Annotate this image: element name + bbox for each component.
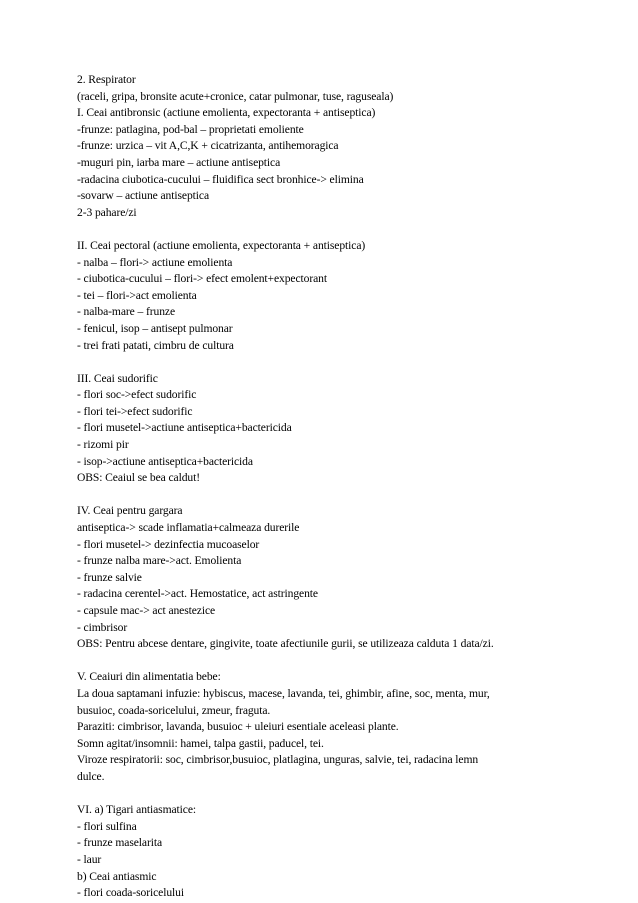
list-item: - flori coada-soricelului xyxy=(77,886,184,900)
section-ceai-pectoral xyxy=(77,238,597,354)
text-line: Somn agitat/insomnii: hamei, talpa gastii, paducel, tei. xyxy=(77,736,324,750)
section-heading: III. Ceai sudorific xyxy=(77,371,158,385)
list-item: -radacina ciubotica-cucului – fluidifica sect bronhice-> elimina xyxy=(77,172,364,186)
subsection-heading: I. Ceai antibronsic (actiune emolienta, expectoranta + antiseptica) xyxy=(77,106,376,120)
list-item: -frunze: urzica – vit A,C,K + cicatrizanta, antihemoragica xyxy=(77,139,339,153)
observation-note: OBS: Pentru abcese dentare, gingivite, toate afectiunile gurii, se utilizeaza calduta 1 data/zi. xyxy=(77,637,494,651)
section-heading: 2. Respirator xyxy=(77,73,136,86)
list-item: - flori sulfina xyxy=(77,819,137,833)
list-item: - flori musetel->actiune antiseptica+bactericida xyxy=(77,421,292,435)
section-ceai-gargara xyxy=(77,503,597,652)
text-line: dulce. xyxy=(77,769,105,783)
section-heading: V. Ceaiuri din alimentatia bebe: xyxy=(77,670,221,684)
list-item: - frunze salvie xyxy=(77,570,142,584)
list-item: -frunze: patlagina, pod-bal – proprietati emoliente xyxy=(77,122,304,136)
list-item: - ciubotica-cucului – flori-> efect emolent+expectorant xyxy=(77,272,327,286)
list-item: - radacina cerentel->act. Hemostatice, act astringente xyxy=(77,587,318,601)
paragraph-gap xyxy=(77,786,597,803)
section-ceaiuri-bebe xyxy=(77,669,597,785)
list-item: -sovarw – actiune antiseptica xyxy=(77,189,209,203)
list-item: - isop->actiune antiseptica+bactericida xyxy=(77,454,253,468)
section-antiasmatice xyxy=(77,802,597,902)
list-item: - flori soc->efect sudorific xyxy=(77,388,197,402)
paragraph-gap xyxy=(77,487,597,504)
section-ceai-sudorific xyxy=(77,371,597,487)
text-line: (raceli, gripa, bronsite acute+cronice, catar pulmonar, tuse, raguseala) xyxy=(77,89,394,103)
paragraph-gap xyxy=(77,221,597,238)
list-item: - nalba-mare – frunze xyxy=(77,305,175,319)
list-item: - cimbrisor xyxy=(77,620,128,634)
list-item: - trei frati patati, cimbru de cultura xyxy=(77,338,234,352)
text-line: La doua saptamani infuzie: hybiscus, macese, lavanda, tei, ghimbir, afine, soc, menta, mur, xyxy=(77,686,490,700)
section-respirator xyxy=(77,72,597,221)
text-line: Paraziti: cimbrisor, lavanda, busuioc + uleiuri esentiale aceleasi plante. xyxy=(77,720,399,734)
list-item: - capsule mac-> act anestezice xyxy=(77,604,216,617)
paragraph-gap xyxy=(77,653,597,670)
dosage-note: 2-3 pahare/zi xyxy=(77,205,137,219)
document-page xyxy=(77,72,597,902)
list-item: - frunze maselarita xyxy=(77,836,163,850)
list-item: - frunze nalba mare->act. Emolienta xyxy=(77,554,242,568)
list-item: - flori tei->efect sudorific xyxy=(77,404,193,418)
text-line: Viroze respiratorii: soc, cimbrisor,busuioc, platlagina, unguras, salvie, tei, radacina lemn xyxy=(77,753,479,767)
section-heading: VI. a) Tigari antiasmatice: xyxy=(77,803,197,817)
list-item: - laur xyxy=(77,852,102,866)
section-heading: II. Ceai pectoral (actiune emolienta, expectoranta + antiseptica) xyxy=(77,238,366,252)
list-item: - fenicul, isop – antisept pulmonar xyxy=(77,321,233,335)
list-item: -muguri pin, iarba mare – actiune antiseptica xyxy=(77,155,281,169)
text-line: antiseptica-> scade inflamatia+calmeaza durerile xyxy=(77,521,300,535)
subsection-heading: b) Ceai antiasmic xyxy=(77,869,157,883)
list-item: - rizomi pir xyxy=(77,438,129,452)
observation-note: OBS: Ceaiul se bea caldut! xyxy=(77,471,200,485)
list-item: - tei – flori->act emolienta xyxy=(77,288,197,302)
paragraph-gap xyxy=(77,354,597,371)
text-line: busuioc, coada-soricelului, zmeur, fraguta. xyxy=(77,703,271,717)
section-heading: IV. Ceai pentru gargara xyxy=(77,504,183,518)
list-item: - nalba – flori-> actiune emolienta xyxy=(77,255,233,269)
list-item: - flori musetel-> dezinfectia mucoaselor xyxy=(77,537,260,551)
